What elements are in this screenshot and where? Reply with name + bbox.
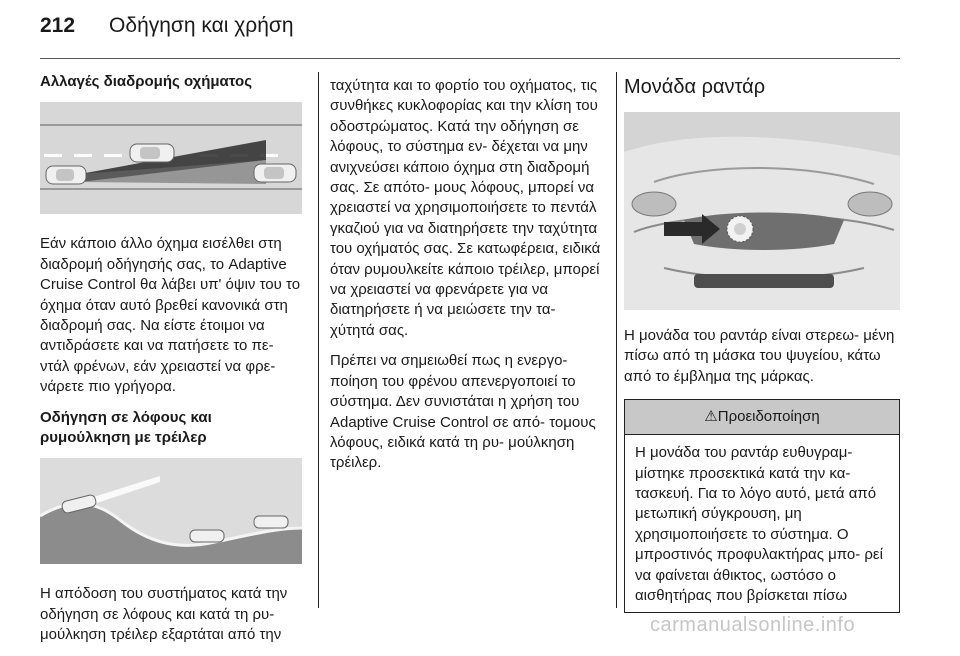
car-icon-hill-3 bbox=[254, 516, 288, 528]
warning-title: Προειδοποίηση bbox=[717, 408, 820, 426]
lane-change-svg bbox=[40, 102, 302, 214]
page-header bbox=[40, 14, 294, 38]
section-heading-lane-change: Αλλαγές διαδρομής οχήματος bbox=[40, 73, 253, 90]
car-icon-middle bbox=[130, 144, 174, 162]
hills-svg bbox=[40, 458, 302, 564]
warning-triangle-icon: ⚠ bbox=[704, 408, 718, 426]
page-number: 212 bbox=[40, 14, 76, 37]
section-heading-radar-unit: Μονάδα ραντάρ bbox=[624, 76, 766, 98]
column-divider-1 bbox=[318, 72, 319, 608]
radar-car-svg bbox=[624, 112, 900, 310]
hills-continued-paragraph: ταχύτητα και το φορτίο του οχήματος, τις συνθήκες κυκλοφορίας και την κλίση του οδοστρώματος. Κατά την οδήγηση σε λόφους, το σύστημα εν‐ δέχεται να μην ανιχνεύσει κάποιο όχημα στη διαδρομή σας. Σε απότο‐ μους λόφους, μπορεί να χρειαστεί να χρησιμοποιήσετε το πεντάλ γκαζιού για να διατηρήσετε την ταχύτητα του οχήματός σας. Σε κατωφέρεια, ειδικά όταν ρυμουλκείτε κάποιο τρέιλερ, μπορεί να χρειαστεί να φρενάρετε για να διατηρήσετε ή να μειώσετε την τα‐ χύτητά σας. bbox=[330, 77, 601, 339]
page-title: Οδήγηση και χρήση bbox=[109, 14, 294, 37]
lane-change-paragraph: Εάν κάποιο άλλο όχημα εισέλθει στη διαδρομή οδήγησής σας, το Adaptive Cruise Control θα λάβει υπ' όψιν του το όχημα όταν αυτό βρεθεί κανονικά στη διαδρομή σας. Να είστε έτοιμοι να αντιδράσετε και να πατήσετε το πε‐ ντάλ φρένων, εάν χρειαστεί να φρε‐ νάρετε πιο γρήγορα. bbox=[40, 235, 301, 396]
car-icon-rear bbox=[46, 166, 86, 184]
car-icon-hill-2 bbox=[190, 530, 224, 542]
warning-box bbox=[624, 399, 900, 613]
radar-location-paragraph: Η μονάδα του ραντάρ είναι στερεω‐ μένη πίσω από τη μάσκα του ψυγείου, κάτω από το έμβλημα της μάρκας. bbox=[624, 327, 895, 385]
column-divider-2 bbox=[616, 72, 617, 608]
brake-note-paragraph: Πρέπει να σημειωθεί πως η ενεργο‐ ποίηση του φρένου απενεργοποιεί το σύστημα. Δεν συνιστάται η χρήση του Adaptive Cruise Control σε από‐ τομους λόφους, ειδικά κατά τη ρυ‐ μούλκηση τρέιλερ. bbox=[330, 352, 596, 472]
radar-unit-illustration bbox=[624, 112, 900, 310]
column-2 bbox=[330, 76, 602, 484]
car-icon-front bbox=[254, 164, 296, 182]
hills-illustration bbox=[40, 458, 302, 564]
radar-sensor-icon bbox=[727, 216, 753, 242]
warning-text: Η μονάδα του ραντάρ ευθυγραμ‐ μίστηκε προσεκτικά κατά την κα‐ τασκευή. Για το λόγο αυτό, μετά από μετωπική σύγκρουση, μη χρησιμοποιήσετε το σύστημα. Ο μπροστινός προφυλακτήρας μπο‐ ρεί να φαίνεται άθικτος, ωστόσο ο αισθητήρας που βρίσκεται πίσω bbox=[635, 444, 883, 605]
column-1 bbox=[40, 72, 302, 656]
watermark: carmanualsonline.info bbox=[650, 614, 856, 636]
column-3 bbox=[624, 72, 900, 613]
section-heading-hills-towing: Οδήγηση σε λόφους και ρυμούλκηση με τρέιλερ bbox=[40, 408, 212, 447]
hills-paragraph: Η απόδοση του συστήματος κατά την οδήγηση σε λόφους και κατά τη ρυ‐ μούλκηση τρέιλερ εξαρτάται από την bbox=[40, 585, 288, 644]
header-rule bbox=[40, 58, 900, 59]
warning-header bbox=[625, 400, 899, 435]
lane-change-illustration bbox=[40, 102, 302, 214]
